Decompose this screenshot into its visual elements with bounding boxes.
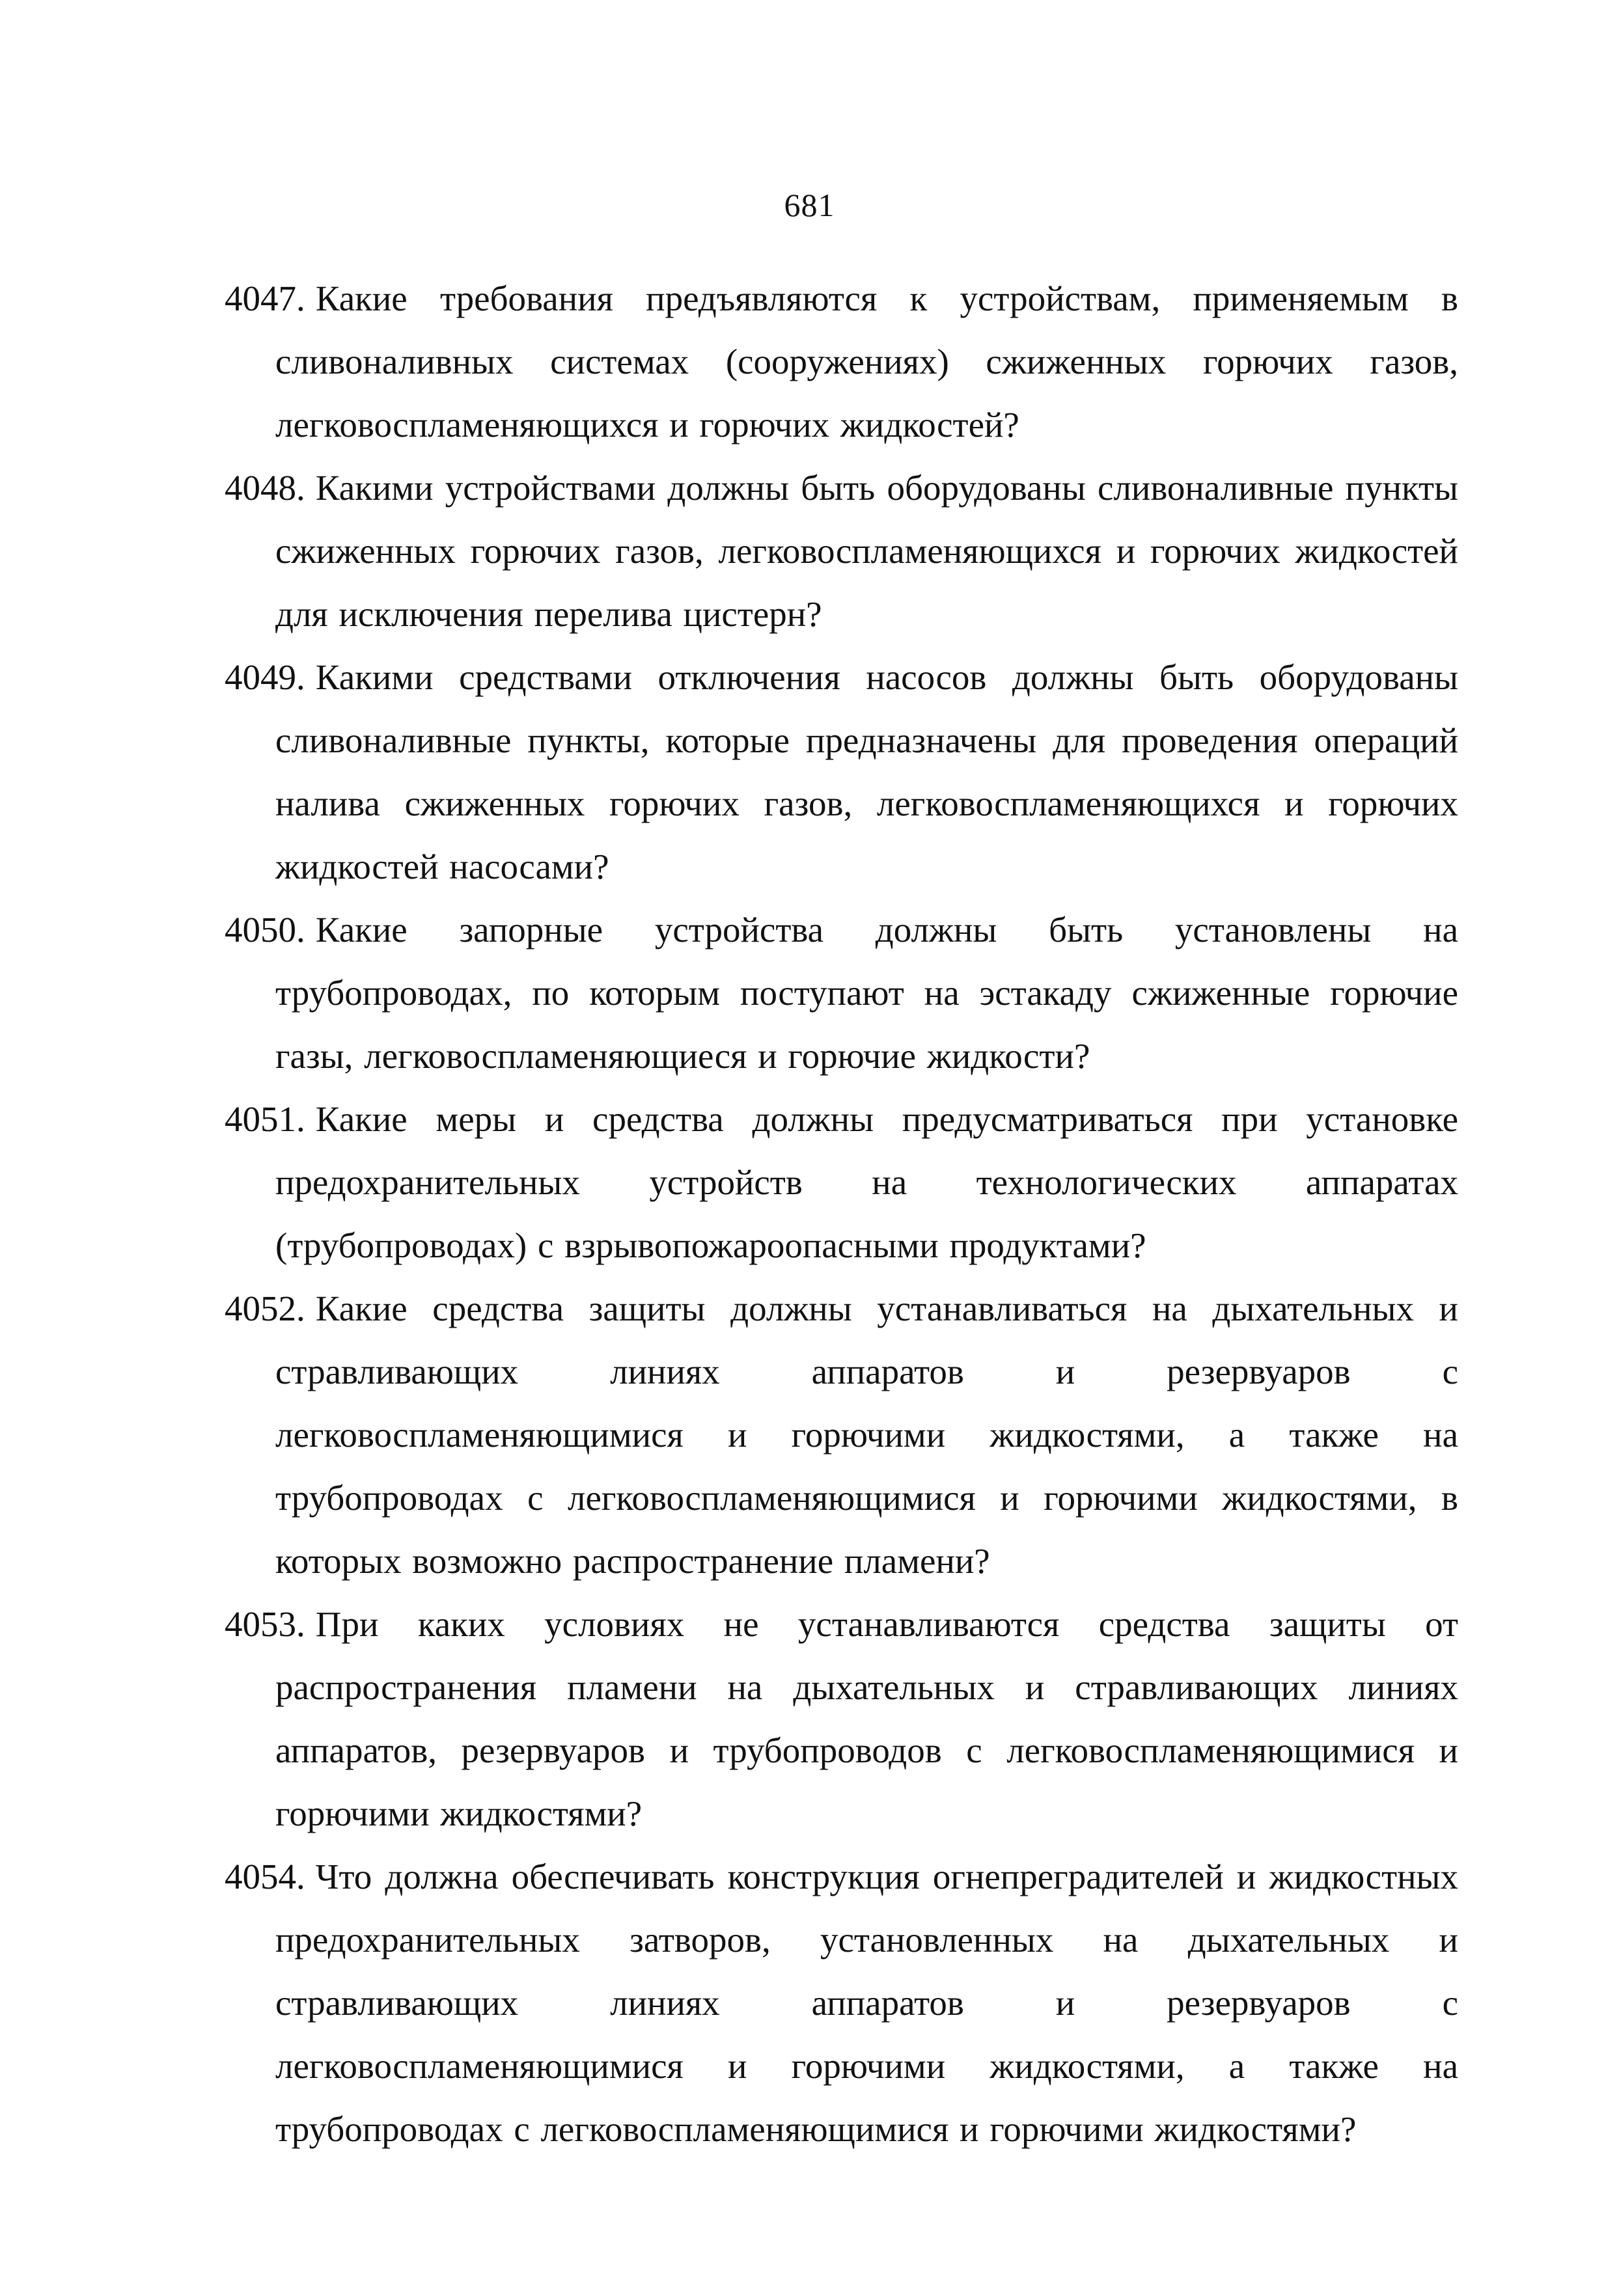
question-number: 4054. <box>225 1857 305 1896</box>
questions-list <box>225 267 1458 2161</box>
question-text: При каких условиях не устанавливаются средства защиты от распространения пламени на дыхательных и стравливающих линиях аппаратов, резервуаров и трубопроводов с легковоспламеняющимися и горючими жидкостями? <box>275 1604 1458 1833</box>
question-text: Что должна обеспечивать конструкция огнепреградителей и жидкостных предохранительных затворов, установленных на дыхательных и стравливающих линиях аппаратов и резервуаров с легковоспламеняющимися и горючими жидкостями, а также на трубопроводах с легковоспламеняющимися и горючими жидкостями? <box>275 1857 1458 2149</box>
question-item <box>225 646 1458 898</box>
question-text: Какие меры и средства должны предусматриваться при установке предохранительных устройств на технологических аппаратах (трубопроводах) с взрывопожароопасными продуктами? <box>275 1099 1458 1265</box>
question-text: Какие средства защиты должны устанавливаться на дыхательных и стравливающих линиях аппаратов и резервуаров с легковоспламеняющимися и горючими жидкостями, а также на трубопроводах с легковоспламеняющимися и горючими жидкостями, в которых возможно распространение пламени? <box>275 1289 1458 1581</box>
question-item <box>225 1592 1458 1845</box>
question-text: Какими средствами отключения насосов должны быть оборудованы сливоналивные пункты, которые предназначены для проведения операций налива сжиженных горючих газов, легковоспламеняющихся и горючих жидкостей насосами? <box>275 657 1458 886</box>
question-number: 4048. <box>225 468 305 508</box>
page-number: 681 <box>784 187 835 223</box>
question-number: 4053. <box>225 1604 305 1644</box>
question-number: 4051. <box>225 1099 305 1139</box>
question-item <box>225 267 1458 456</box>
question-item <box>225 1087 1458 1277</box>
question-item <box>225 1845 1458 2161</box>
question-text: Какими устройствами должны быть оборудованы сливоналивные пункты сжиженных горючих газов, легковоспламеняющихся и горючих жидкостей для исключения перелива цистерн? <box>275 468 1458 634</box>
question-item <box>225 456 1458 646</box>
question-text: Какие требования предъявляются к устройствам, применяемым в сливоналивных системах (сооружениях) сжиженных горючих газов, легковоспламеняющихся и горючих жидкостей? <box>275 279 1458 444</box>
question-number: 4050. <box>225 910 305 950</box>
question-item <box>225 898 1458 1087</box>
question-number: 4052. <box>225 1289 305 1328</box>
question-text: Какие запорные устройства должны быть установлены на трубопроводах, по которым поступают на эстакаду сжиженные горючие газы, легковоспламеняющиеся и горючие жидкости? <box>275 910 1458 1076</box>
question-number: 4049. <box>225 657 305 697</box>
question-item <box>225 1277 1458 1592</box>
question-number: 4047. <box>225 279 305 318</box>
